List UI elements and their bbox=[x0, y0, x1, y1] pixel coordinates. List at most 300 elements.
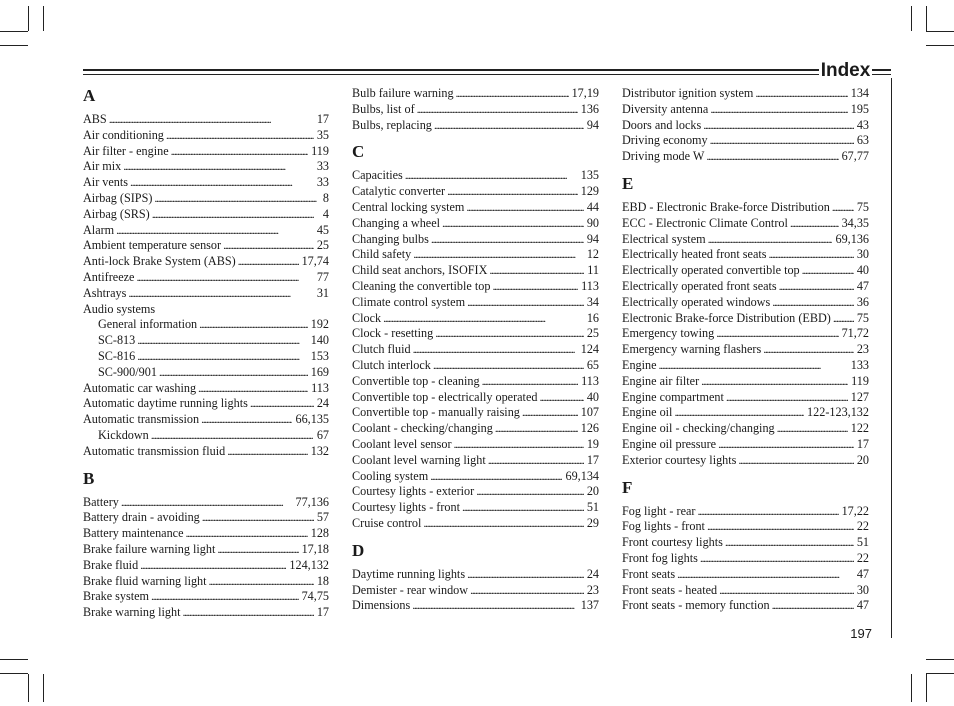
dot-leader bbox=[250, 396, 314, 412]
index-entry[interactable] bbox=[352, 342, 599, 358]
entry-term: Convertible top - manually raising bbox=[352, 405, 520, 420]
entry-pages: 94 bbox=[586, 117, 599, 132]
crop-mark bbox=[926, 31, 954, 32]
entry-pages: 107 bbox=[580, 405, 599, 420]
dot-leader bbox=[405, 168, 578, 184]
crop-mark bbox=[43, 6, 44, 31]
index-entry-list bbox=[83, 112, 329, 460]
index-entry[interactable] bbox=[352, 279, 599, 295]
entry-term: Front seats - heated bbox=[622, 582, 718, 597]
entry-pages: 19 bbox=[586, 436, 599, 451]
entry-term: Engine air filter bbox=[622, 373, 700, 388]
entry-pages: 33 bbox=[316, 159, 329, 174]
entry-term: Child seat anchors, ISOFIX bbox=[352, 263, 488, 278]
entry-term: Coolant - checking/changing bbox=[352, 421, 493, 436]
crop-mark bbox=[926, 674, 927, 702]
entry-pages: 140 bbox=[310, 333, 329, 348]
section-letter: E bbox=[622, 173, 634, 193]
dot-leader bbox=[707, 519, 854, 535]
dot-leader bbox=[470, 583, 584, 599]
header-rule bbox=[872, 69, 891, 71]
index-entry[interactable] bbox=[352, 86, 599, 102]
dot-leader bbox=[121, 495, 293, 511]
index-entry[interactable] bbox=[622, 263, 869, 279]
index-column-2 bbox=[352, 86, 599, 614]
entry-term: Exterior courtesy lights bbox=[622, 452, 737, 467]
index-entry[interactable] bbox=[83, 542, 329, 558]
entry-term: Air conditioning bbox=[83, 127, 164, 142]
dot-leader bbox=[140, 558, 286, 574]
dot-leader bbox=[467, 295, 584, 311]
index-entry[interactable] bbox=[352, 500, 599, 516]
index-entry[interactable] bbox=[83, 286, 329, 302]
entry-pages: 77,136 bbox=[295, 494, 329, 509]
entry-pages: 43 bbox=[856, 117, 869, 132]
index-entry[interactable] bbox=[622, 232, 869, 248]
entry-term: Battery drain - avoiding bbox=[83, 510, 200, 525]
index-entry[interactable] bbox=[83, 270, 329, 286]
entry-pages: 25 bbox=[316, 238, 329, 253]
entry-term: SC-816 bbox=[98, 348, 136, 363]
index-entry[interactable] bbox=[622, 133, 869, 149]
index-entry[interactable] bbox=[352, 247, 599, 263]
dot-leader bbox=[719, 583, 854, 599]
section-gap bbox=[352, 133, 599, 142]
entry-pages: 122-123,132 bbox=[807, 405, 869, 420]
entry-pages: 47 bbox=[856, 278, 869, 293]
index-entry[interactable] bbox=[622, 102, 869, 118]
entry-term: SC-813 bbox=[98, 333, 136, 348]
entry-term: Air filter - engine bbox=[83, 143, 169, 158]
dot-leader bbox=[522, 405, 578, 421]
entry-term: Coolant level sensor bbox=[352, 436, 452, 451]
entry-term: Audio systems bbox=[83, 301, 156, 316]
entry-term: ABS bbox=[83, 112, 107, 126]
entry-pages: 132 bbox=[310, 443, 329, 458]
dot-leader bbox=[489, 263, 584, 279]
entry-term: Engine oil - checking/changing bbox=[622, 421, 775, 436]
index-entry[interactable] bbox=[352, 374, 599, 390]
dot-leader bbox=[674, 405, 804, 421]
entry-term: Daytime running lights bbox=[352, 566, 466, 581]
index-entry[interactable] bbox=[622, 390, 869, 406]
index-entry[interactable] bbox=[622, 567, 869, 583]
dot-leader bbox=[476, 484, 584, 500]
index-entry[interactable] bbox=[622, 535, 869, 551]
entry-term: Dimensions bbox=[352, 598, 411, 613]
entry-term: Bulbs, list of bbox=[352, 101, 415, 116]
index-entry[interactable] bbox=[83, 605, 329, 621]
entry-pages: 16 bbox=[586, 310, 599, 325]
index-entry[interactable] bbox=[352, 583, 599, 599]
entry-pages: 17,18 bbox=[301, 541, 329, 556]
dot-leader bbox=[202, 510, 314, 526]
index-entry[interactable] bbox=[622, 200, 869, 216]
index-entry[interactable] bbox=[83, 144, 329, 160]
dot-leader bbox=[495, 421, 578, 437]
entry-pages: 8 bbox=[322, 190, 329, 205]
entry-pages: 113 bbox=[311, 380, 329, 395]
index-entry[interactable] bbox=[352, 484, 599, 500]
entry-pages: 67 bbox=[316, 427, 329, 442]
entry-pages: 23 bbox=[856, 342, 869, 357]
index-entry[interactable] bbox=[352, 118, 599, 134]
entry-pages: 127 bbox=[850, 389, 869, 404]
index-entry[interactable] bbox=[622, 551, 869, 567]
entry-pages: 51 bbox=[856, 535, 869, 550]
index-entry[interactable] bbox=[83, 495, 329, 511]
index-entry[interactable] bbox=[352, 598, 599, 614]
index-entry-list bbox=[352, 86, 599, 133]
index-entry[interactable] bbox=[352, 216, 599, 232]
index-subentry[interactable] bbox=[83, 365, 329, 381]
entry-term: Courtesy lights - exterior bbox=[352, 484, 475, 499]
crop-mark bbox=[926, 45, 954, 46]
entry-pages: 135 bbox=[580, 168, 599, 183]
crop-mark bbox=[926, 673, 954, 674]
dot-leader bbox=[779, 279, 854, 295]
index-entry[interactable] bbox=[622, 453, 869, 469]
dot-leader bbox=[488, 453, 584, 469]
index-entry[interactable] bbox=[83, 159, 329, 175]
index-entry[interactable] bbox=[352, 232, 599, 248]
index-entry[interactable] bbox=[622, 279, 869, 295]
entry-term: Automatic car washing bbox=[83, 380, 197, 395]
entry-term: Cruise control bbox=[352, 515, 422, 530]
index-entry[interactable] bbox=[622, 437, 869, 453]
entry-pages: 17 bbox=[586, 452, 599, 467]
entry-pages: 24 bbox=[586, 566, 599, 581]
entry-pages: 57 bbox=[316, 510, 329, 525]
entry-pages: 75 bbox=[856, 310, 869, 325]
entry-term: Convertible top - electrically operated bbox=[352, 389, 538, 404]
section-gap bbox=[622, 469, 869, 478]
index-entry[interactable] bbox=[352, 311, 599, 327]
dot-leader bbox=[217, 542, 298, 558]
entry-term: Electrically operated front seats bbox=[622, 278, 777, 293]
entry-term: Engine oil pressure bbox=[622, 436, 717, 451]
section-letter: C bbox=[352, 142, 365, 162]
crop-mark bbox=[0, 659, 28, 660]
index-entry[interactable] bbox=[352, 421, 599, 437]
entry-pages: 34,35 bbox=[841, 215, 869, 230]
index-entry[interactable] bbox=[622, 519, 869, 535]
index-entry[interactable] bbox=[622, 247, 869, 263]
dot-leader bbox=[198, 381, 308, 397]
entry-pages: 90 bbox=[586, 215, 599, 230]
entry-term: Front fog lights bbox=[622, 550, 698, 565]
dot-leader bbox=[718, 437, 854, 453]
index-entry[interactable] bbox=[83, 238, 329, 254]
entry-pages: 18 bbox=[316, 573, 329, 588]
dot-leader bbox=[435, 326, 584, 342]
entry-term: Antifreeze bbox=[83, 269, 135, 284]
index-entry[interactable] bbox=[622, 118, 869, 134]
crop-mark bbox=[28, 674, 29, 702]
dot-leader bbox=[182, 605, 313, 621]
index-entry[interactable] bbox=[352, 453, 599, 469]
entry-term: Clock bbox=[352, 310, 382, 325]
index-entry[interactable] bbox=[83, 175, 329, 191]
entry-term: Clutch interlock bbox=[352, 357, 431, 372]
dot-leader bbox=[209, 574, 314, 590]
entry-pages: 192 bbox=[310, 317, 329, 332]
crop-mark bbox=[926, 659, 954, 660]
entry-term: Brake system bbox=[83, 589, 150, 604]
section-gap bbox=[83, 460, 329, 469]
entry-term: Engine oil bbox=[622, 405, 673, 420]
index-entry[interactable] bbox=[622, 358, 869, 374]
entry-pages: 66,135 bbox=[295, 412, 329, 427]
entry-term: Driving mode W bbox=[622, 149, 705, 164]
entry-pages: 119 bbox=[851, 373, 869, 388]
dot-leader bbox=[137, 349, 307, 365]
dot-leader bbox=[659, 358, 848, 374]
index-entry-list bbox=[622, 86, 869, 165]
index-entry[interactable] bbox=[83, 396, 329, 412]
index-entry[interactable] bbox=[352, 263, 599, 279]
index-entry[interactable] bbox=[83, 381, 329, 397]
index-entry[interactable] bbox=[352, 168, 599, 184]
section-letter: D bbox=[352, 540, 365, 560]
index-entry[interactable] bbox=[622, 374, 869, 390]
entry-term: Airbag (SIPS) bbox=[83, 190, 153, 205]
entry-pages: 17 bbox=[316, 112, 329, 126]
dot-leader bbox=[166, 128, 314, 144]
dot-leader bbox=[199, 317, 308, 333]
index-entry[interactable] bbox=[352, 405, 599, 421]
entry-term: Alarm bbox=[83, 222, 115, 237]
entry-pages: 36 bbox=[856, 294, 869, 309]
section-gap bbox=[352, 532, 599, 541]
index-entry[interactable] bbox=[83, 302, 329, 318]
index-entry[interactable] bbox=[83, 510, 329, 526]
entry-term: ECC - Electronic Climate Control bbox=[622, 215, 788, 230]
index-entry[interactable] bbox=[352, 390, 599, 406]
entry-pages: 17,19 bbox=[571, 86, 599, 100]
index-entry[interactable] bbox=[622, 504, 869, 520]
index-entry[interactable] bbox=[622, 598, 869, 614]
dot-leader bbox=[109, 112, 314, 128]
entry-term: Convertible top - cleaning bbox=[352, 373, 480, 388]
entry-term: Electrically operated windows bbox=[622, 294, 771, 309]
dot-leader bbox=[433, 358, 584, 374]
entry-term: Automatic transmission fluid bbox=[83, 443, 226, 458]
entry-term: General information bbox=[98, 317, 198, 332]
index-entry[interactable] bbox=[352, 295, 599, 311]
entry-term: Airbag (SRS) bbox=[83, 206, 150, 221]
index-subentry[interactable] bbox=[83, 333, 329, 349]
index-entry[interactable] bbox=[622, 149, 869, 165]
dot-leader bbox=[755, 86, 847, 102]
index-entry[interactable] bbox=[352, 326, 599, 342]
entry-pages: 35 bbox=[316, 127, 329, 142]
entry-term: Brake fluid bbox=[83, 557, 139, 572]
entry-pages: 30 bbox=[856, 582, 869, 597]
entry-term: Driving economy bbox=[622, 133, 708, 148]
entry-pages: 77 bbox=[316, 269, 329, 284]
entry-term: Coolant level warning light bbox=[352, 452, 486, 467]
entry-pages: 51 bbox=[586, 500, 599, 515]
dot-leader bbox=[430, 469, 562, 485]
dot-leader bbox=[738, 453, 853, 469]
entry-pages: 63 bbox=[856, 133, 869, 148]
index-entry[interactable] bbox=[83, 128, 329, 144]
index-entry[interactable] bbox=[83, 191, 329, 207]
entry-pages: 17 bbox=[316, 605, 329, 620]
entry-pages: 44 bbox=[586, 199, 599, 214]
entry-term: Brake warning light bbox=[83, 605, 181, 620]
index-subentry[interactable] bbox=[83, 317, 329, 333]
dot-leader bbox=[769, 247, 854, 263]
entry-pages: 33 bbox=[316, 175, 329, 190]
entry-pages: 20 bbox=[856, 452, 869, 467]
entry-term: Ashtrays bbox=[83, 285, 127, 300]
index-entry[interactable] bbox=[352, 437, 599, 453]
dot-leader bbox=[201, 412, 292, 428]
index-entry[interactable] bbox=[352, 516, 599, 532]
dot-leader bbox=[467, 567, 584, 583]
dot-leader bbox=[136, 270, 313, 286]
index-entry-list bbox=[83, 495, 329, 621]
index-entry[interactable] bbox=[352, 567, 599, 583]
index-entry[interactable] bbox=[83, 444, 329, 460]
dot-leader bbox=[442, 216, 584, 232]
index-entry[interactable] bbox=[622, 311, 869, 327]
dot-leader bbox=[706, 149, 838, 165]
crop-mark bbox=[911, 674, 912, 702]
entry-term: EBD - Electronic Brake-force Distribution bbox=[622, 199, 830, 214]
index-entry[interactable] bbox=[83, 412, 329, 428]
index-entry[interactable] bbox=[622, 342, 869, 358]
dot-leader bbox=[151, 428, 314, 444]
entry-term: Brake failure warning light bbox=[83, 541, 216, 556]
index-entry[interactable] bbox=[83, 574, 329, 590]
crop-mark bbox=[28, 6, 29, 31]
entry-pages: 67,77 bbox=[841, 149, 869, 164]
index-entry[interactable] bbox=[622, 583, 869, 599]
index-entry[interactable] bbox=[352, 469, 599, 485]
header-rule bbox=[83, 74, 819, 75]
entry-pages: 74,75 bbox=[301, 589, 329, 604]
dot-leader bbox=[833, 311, 854, 327]
entry-pages: 134 bbox=[850, 86, 869, 100]
entry-term: Front courtesy lights bbox=[622, 535, 723, 550]
entry-pages: 22 bbox=[856, 519, 869, 534]
index-entry[interactable] bbox=[83, 207, 329, 223]
dot-leader bbox=[171, 144, 309, 160]
entry-pages: 24 bbox=[316, 396, 329, 411]
dot-leader bbox=[725, 535, 854, 551]
entry-pages: 12 bbox=[586, 247, 599, 262]
index-subentry[interactable] bbox=[83, 349, 329, 365]
entry-pages: 153 bbox=[310, 348, 329, 363]
dot-leader bbox=[116, 223, 314, 239]
dot-leader bbox=[154, 191, 320, 207]
entry-pages: 136 bbox=[580, 101, 599, 116]
entry-term: Electronic Brake-force Distribution (EBD) bbox=[622, 310, 831, 325]
dot-leader bbox=[710, 102, 847, 118]
dot-leader bbox=[466, 200, 583, 216]
entry-pages: 34 bbox=[586, 294, 599, 309]
dot-leader bbox=[130, 175, 314, 191]
index-entry[interactable] bbox=[622, 295, 869, 311]
dot-leader bbox=[431, 232, 584, 248]
entry-term: Catalytic converter bbox=[352, 184, 446, 199]
index-entry[interactable] bbox=[83, 589, 329, 605]
entry-term: Air mix bbox=[83, 159, 122, 174]
index-entry[interactable] bbox=[83, 526, 329, 542]
dot-leader bbox=[413, 342, 578, 358]
dot-leader bbox=[123, 159, 314, 175]
index-entry[interactable] bbox=[352, 200, 599, 216]
index-entry[interactable] bbox=[83, 254, 329, 270]
index-entry[interactable] bbox=[622, 421, 869, 437]
dot-leader bbox=[710, 133, 854, 149]
index-subentry[interactable] bbox=[83, 428, 329, 444]
index-entry-list bbox=[352, 567, 599, 614]
index-entry-list bbox=[622, 200, 869, 469]
entry-pages: 11 bbox=[587, 263, 599, 278]
index-entry[interactable] bbox=[622, 216, 869, 232]
entry-term: Engine compartment bbox=[622, 389, 724, 404]
index-entry[interactable] bbox=[622, 86, 869, 102]
entry-pages: 75 bbox=[856, 199, 869, 214]
entry-pages: 113 bbox=[581, 278, 599, 293]
entry-pages: 31 bbox=[316, 285, 329, 300]
entry-pages: 69,136 bbox=[835, 231, 869, 246]
entry-term: Kickdown bbox=[98, 427, 149, 442]
dot-leader bbox=[539, 390, 583, 406]
dot-leader bbox=[151, 589, 299, 605]
entry-pages: 4 bbox=[322, 206, 329, 221]
section-letter: A bbox=[83, 86, 96, 105]
dot-leader bbox=[697, 504, 838, 520]
dot-leader bbox=[417, 102, 578, 118]
entry-pages: 195 bbox=[850, 101, 869, 116]
index-entry[interactable] bbox=[622, 405, 869, 421]
entry-pages: 169 bbox=[310, 364, 329, 379]
dot-leader bbox=[454, 437, 584, 453]
dot-leader bbox=[832, 200, 854, 216]
entry-term: Demister - rear window bbox=[352, 582, 469, 597]
dot-leader bbox=[434, 118, 584, 134]
entry-pages: 40 bbox=[586, 389, 599, 404]
entry-pages: 40 bbox=[856, 263, 869, 278]
entry-term: Changing bulbs bbox=[352, 231, 429, 246]
entry-term: Bulb failure warning bbox=[352, 86, 454, 100]
dot-leader bbox=[159, 365, 308, 381]
entry-pages: 113 bbox=[581, 373, 599, 388]
index-entry[interactable] bbox=[352, 102, 599, 118]
entry-pages: 17,22 bbox=[841, 503, 869, 518]
index-entry[interactable] bbox=[352, 184, 599, 200]
entry-term: Cooling system bbox=[352, 468, 429, 483]
index-entry[interactable] bbox=[352, 358, 599, 374]
entry-pages: 17 bbox=[856, 436, 869, 451]
index-entry[interactable] bbox=[83, 112, 329, 128]
index-entry[interactable] bbox=[83, 558, 329, 574]
entry-pages: 137 bbox=[580, 598, 599, 613]
dot-leader bbox=[708, 232, 833, 248]
entry-term: Changing a wheel bbox=[352, 215, 440, 230]
index-entry[interactable] bbox=[622, 326, 869, 342]
entry-term: Doors and locks bbox=[622, 117, 702, 132]
dot-leader bbox=[413, 247, 584, 263]
entry-term: Distributor ignition system bbox=[622, 86, 754, 100]
index-entry[interactable] bbox=[83, 223, 329, 239]
page-number: 197 bbox=[850, 626, 872, 641]
